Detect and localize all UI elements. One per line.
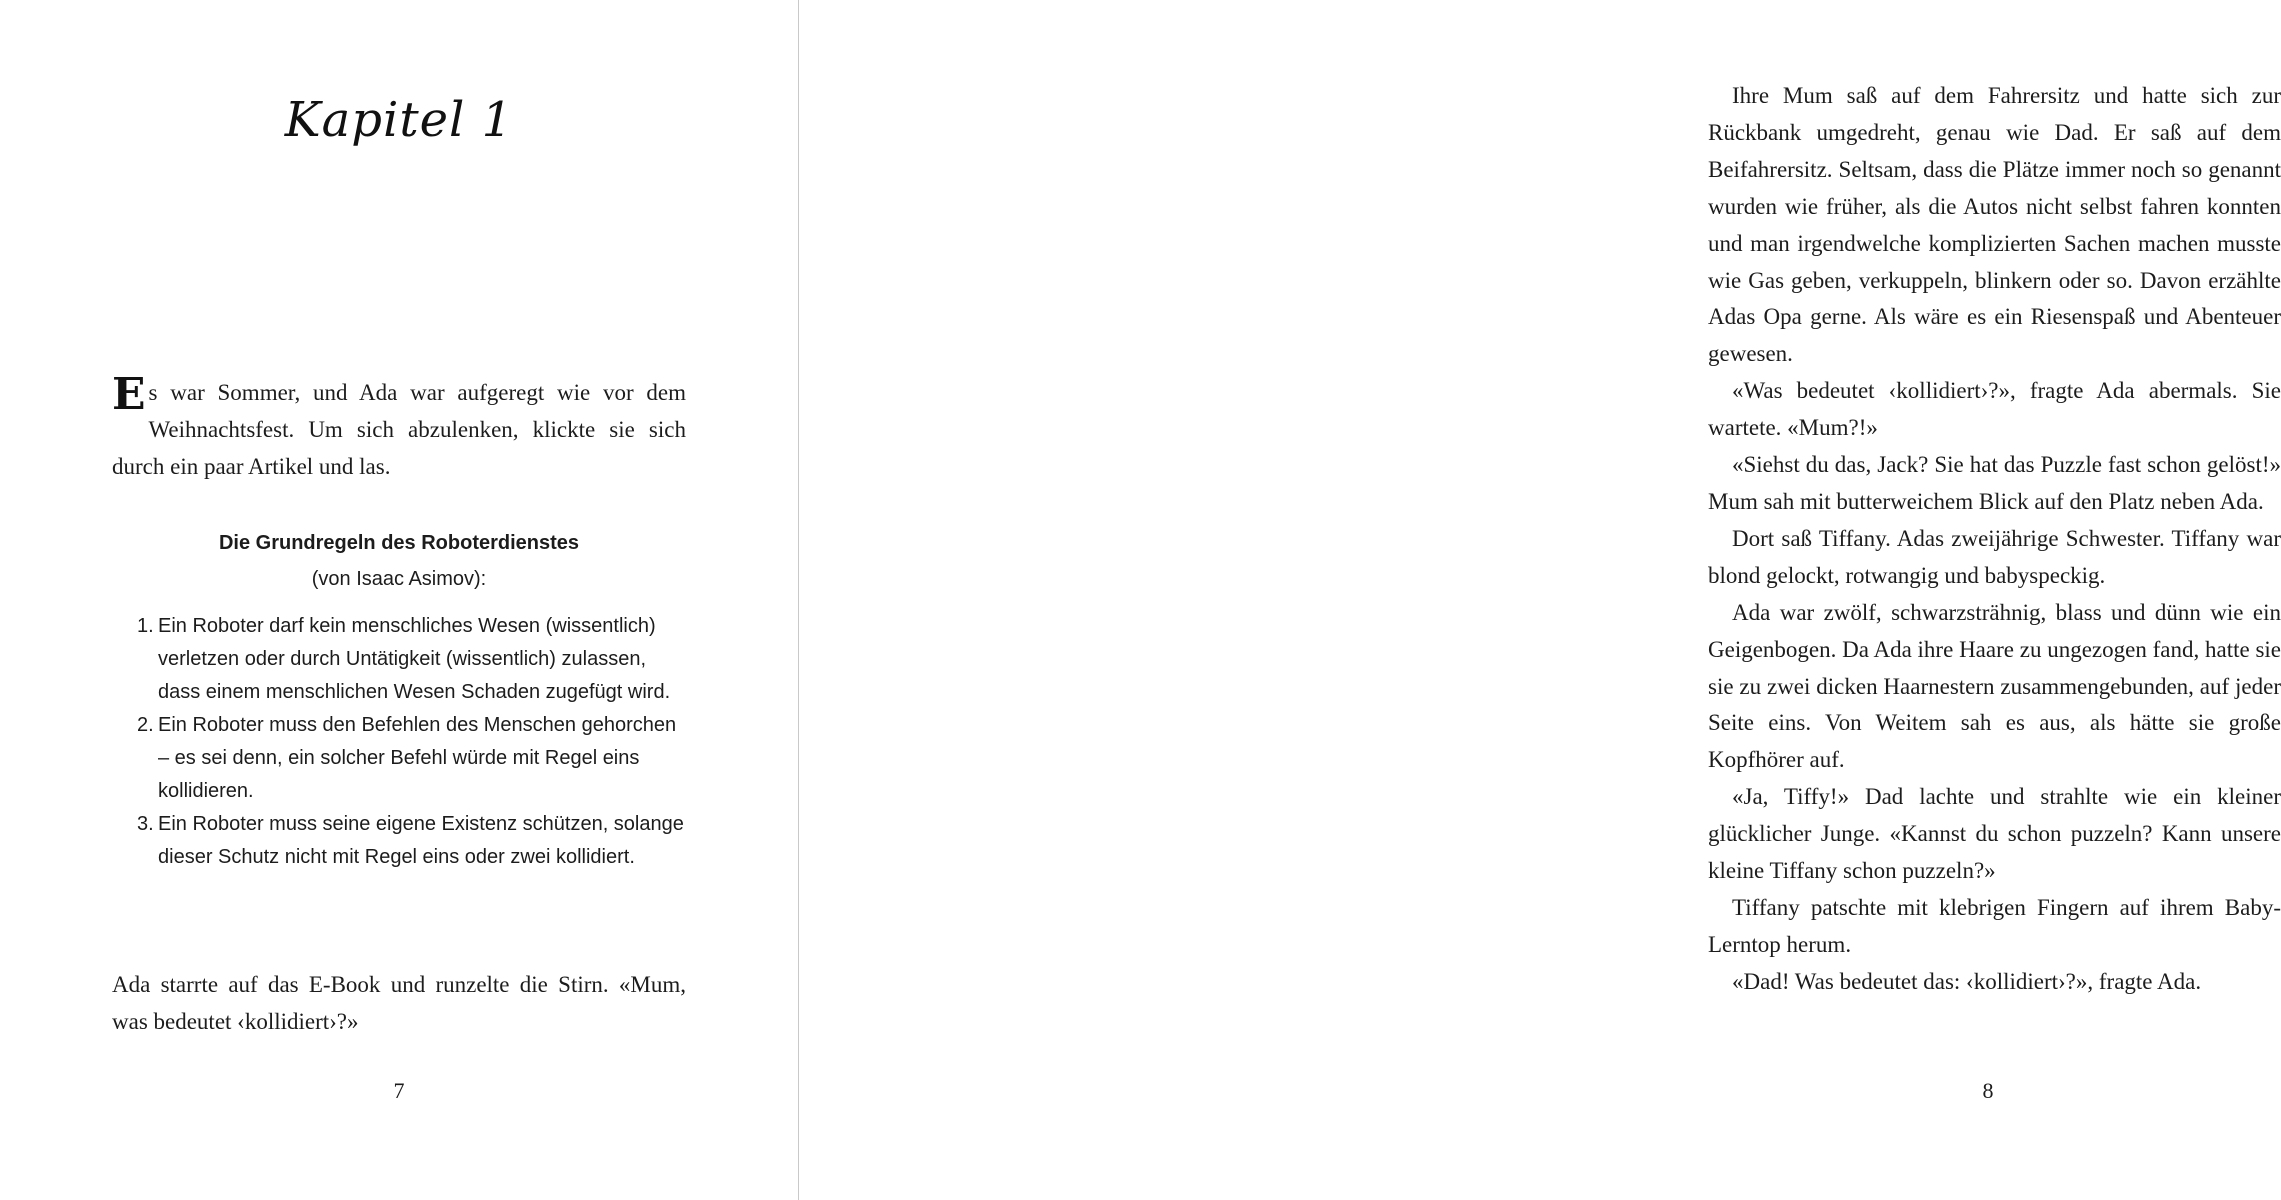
rule-item <box>112 709 686 808</box>
page-number-left: 7 <box>393 1078 405 1103</box>
closing-paragraph: Ada starrte auf das E-Book und runzelte die Stirn. «Mum, was bedeutet ‹kollidiert›?» <box>112 972 686 1034</box>
rule-number: 1. <box>137 615 154 637</box>
paragraph: Tiffany patschte mit klebrigen Fingern auf ihrem Baby-Lerntop herum. <box>1708 894 2281 957</box>
paragraph: Ada war zwölf, schwarzsträhnig, blass und dünn wie ein Geigenbogen. Da Ada ihre Haare zu ungezogen fand, hatte sie sie zu zwei dicken Haarnestern zusammengebunden, auf jeder Seite eins. Von Weitem sah es aus, als hätte sie große Kopfhörer auf. <box>1708 599 2281 773</box>
rule-text: Ein Roboter darf kein menschliches Wesen (wissentlich) verletzen oder durch Untätigkeit (wissentlich) zulassen, dass einem menschlichen Wesen Schaden zugefügt wird. <box>158 615 671 703</box>
paragraph: Dort saß Tiffany. Adas zweijährige Schwester. Tiffany war blond gelockt, rotwangig und babyspeckig. <box>1708 525 2281 588</box>
paragraph: «Was bedeutet ‹kollidiert›?», fragte Ada abermals. Sie wartete. «Mum?!» <box>1708 378 2281 441</box>
right-page-text <box>1708 78 2281 1001</box>
paragraph: «Siehst du das, Jack? Sie hat das Puzzle fast schon gelöst!» Mum sah mit butterweichem Blick auf den Platz neben Ada. <box>1708 452 2281 514</box>
rule-number: 2. <box>137 714 154 736</box>
chapter-title: Kapitel 1 <box>284 92 514 148</box>
rule-item <box>112 808 686 874</box>
paragraph: «Ja, Tiffy!» Dad lachte und strahlte wie ein kleiner glücklicher Junge. «Kannst du schon puzzeln? Kann unsere kleine Tiffany schon puzzeln?» <box>1708 784 2281 884</box>
rules-block <box>112 524 686 874</box>
intro-paragraph <box>112 369 686 485</box>
right-page <box>799 0 2281 1200</box>
paragraph: Ihre Mum saß auf dem Fahrersitz und hatte sich zur Rückbank umgedreht, genau wie Dad. Er saß auf dem Beifahrersitz. Seltsam, dass die Plätze immer noch so genannt wurden wie früher, als die Autos nicht selbst fahren konnten und man irgendwelche komplizierten Sachen machen musste wie Gas geben, verkuppeln, blinkern oder so. Davon erzählte Adas Opa gerne. Als wäre es ein Riesenspaß und Abenteuer gewesen. <box>1708 83 2281 367</box>
intro-text: s war Sommer, und Ada war aufgeregt wie vor dem Weihnachtsfest. Um sich abzulenken, klickte sie sich durch ein paar Artikel und las. <box>112 380 686 479</box>
rules-subheading: (von Isaac Asimov): <box>311 568 487 590</box>
rules-list <box>112 610 686 874</box>
rules-heading: Die Grundregeln des Roboterdienstes <box>218 532 580 554</box>
rule-number: 3. <box>137 813 154 835</box>
drop-cap: E <box>112 369 146 420</box>
rule-text: Ein Roboter muss den Befehlen des Menschen gehorchen – es sei denn, ein solcher Befehl würde mit Regel eins kollidieren. <box>158 714 677 802</box>
paragraph: «Dad! Was bedeutet das: ‹kollidiert›?», fragte Ada. <box>1732 968 2202 994</box>
rule-item <box>112 610 686 709</box>
page-number-right: 8 <box>1982 1078 1994 1103</box>
rule-text: Ein Roboter muss seine eigene Existenz schützen, solange dieser Schutz nicht mit Regel eins oder zwei kollidiert. <box>158 813 684 868</box>
left-page <box>0 0 798 1200</box>
